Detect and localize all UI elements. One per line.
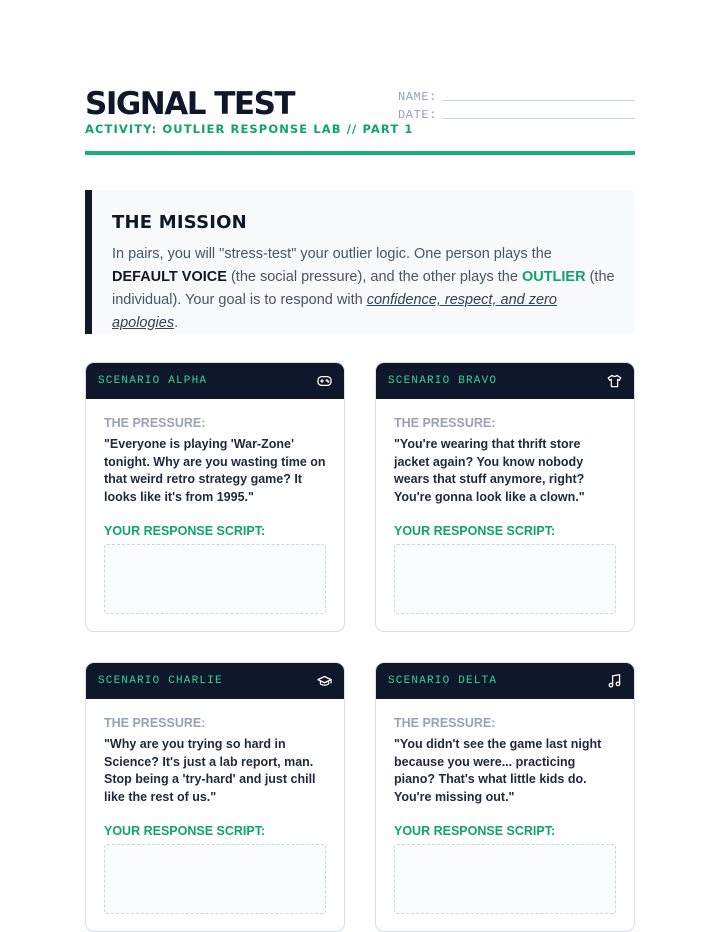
response-script-box[interactable]: [394, 844, 616, 914]
gamepad-icon: [316, 373, 332, 389]
mission-title: THE MISSION: [112, 212, 247, 233]
header-divider: [85, 151, 635, 155]
name-date-fields: [398, 86, 635, 122]
graduation-cap-icon: [316, 673, 332, 689]
scenario-card-body: [86, 699, 344, 914]
scenario-card-bravo: [375, 362, 635, 632]
date-field-row: [398, 104, 635, 122]
scenario-card-charlie: [85, 662, 345, 932]
mission-text: [112, 243, 615, 335]
pressure-quote: "Everyone is playing 'War-Zone' tonight. Why are you wasting time on that weird retro strategy game? It looks like it's from 1995.": [104, 437, 326, 504]
mission-text-part: (the individual). Your goal is to respond with: [112, 269, 615, 308]
name-field-row: [398, 86, 635, 104]
scenario-label: SCENARIO ALPHA: [98, 375, 208, 387]
pressure-label: THE PRESSURE:: [394, 416, 496, 430]
scenario-card-header: [86, 363, 344, 399]
response-script-box[interactable]: [104, 844, 326, 914]
response-label: YOUR RESPONSE SCRIPT:: [104, 524, 266, 538]
pressure-label: THE PRESSURE:: [104, 716, 206, 730]
mission-text-part: .: [174, 315, 179, 331]
mission-goal: confidence, respect, and zero apologies: [112, 292, 557, 331]
name-field[interactable]: [442, 90, 635, 101]
scenario-card-body: [376, 399, 634, 614]
pressure-label: THE PRESSURE:: [104, 416, 206, 430]
outlier-term: OUTLIER: [521, 269, 586, 285]
scenario-card-alpha: [85, 362, 345, 632]
name-label: NAME:: [398, 90, 438, 104]
date-field[interactable]: [442, 108, 635, 119]
scenario-card-header: [86, 663, 344, 699]
pressure-label: THE PRESSURE:: [394, 716, 496, 730]
scenario-label: SCENARIO CHARLIE: [98, 675, 223, 687]
response-label: YOUR RESPONSE SCRIPT:: [394, 824, 556, 838]
pressure-quote: "Why are you trying so hard in Science? It's just a lab report, man. Stop being a 'try-hard' and just chill like the rest of us.": [104, 737, 316, 804]
mission-text-part: (the social pressure), and the other plays the: [226, 269, 522, 285]
activity-subtitle: ACTIVITY: OUTLIER RESPONSE LAB // PART 1: [85, 122, 414, 136]
mission-panel: [85, 190, 635, 334]
pressure-quote: "You didn't see the game last night because you were... practicing piano? That's what little kids do. You're missing out.": [394, 737, 602, 804]
response-label: YOUR RESPONSE SCRIPT:: [394, 524, 556, 538]
date-label: DATE:: [398, 108, 438, 122]
scenario-card-delta: [375, 662, 635, 932]
scenario-label: SCENARIO DELTA: [388, 675, 498, 687]
scenario-card-body: [86, 399, 344, 614]
worksheet-header: [85, 86, 635, 156]
default-voice-term: DEFAULT VOICE: [112, 269, 227, 285]
music-note-icon: [606, 673, 622, 689]
response-script-box[interactable]: [394, 544, 616, 614]
response-script-box[interactable]: [104, 544, 326, 614]
page-title: SIGNAL TEST: [85, 86, 295, 122]
scenario-card-header: [376, 363, 634, 399]
scenario-label: SCENARIO BRAVO: [388, 375, 498, 387]
scenario-card-header: [376, 663, 634, 699]
mission-text-part: In pairs, you will "stress-test" your outlier logic. One person plays the: [112, 246, 552, 262]
shirt-icon: [606, 373, 622, 389]
pressure-quote: "You're wearing that thrift store jacket again? You know nobody wears that stuff anymore, right? You're gonna look like a clown.": [394, 437, 585, 504]
scenario-card-body: [376, 699, 634, 914]
response-label: YOUR RESPONSE SCRIPT:: [104, 824, 266, 838]
